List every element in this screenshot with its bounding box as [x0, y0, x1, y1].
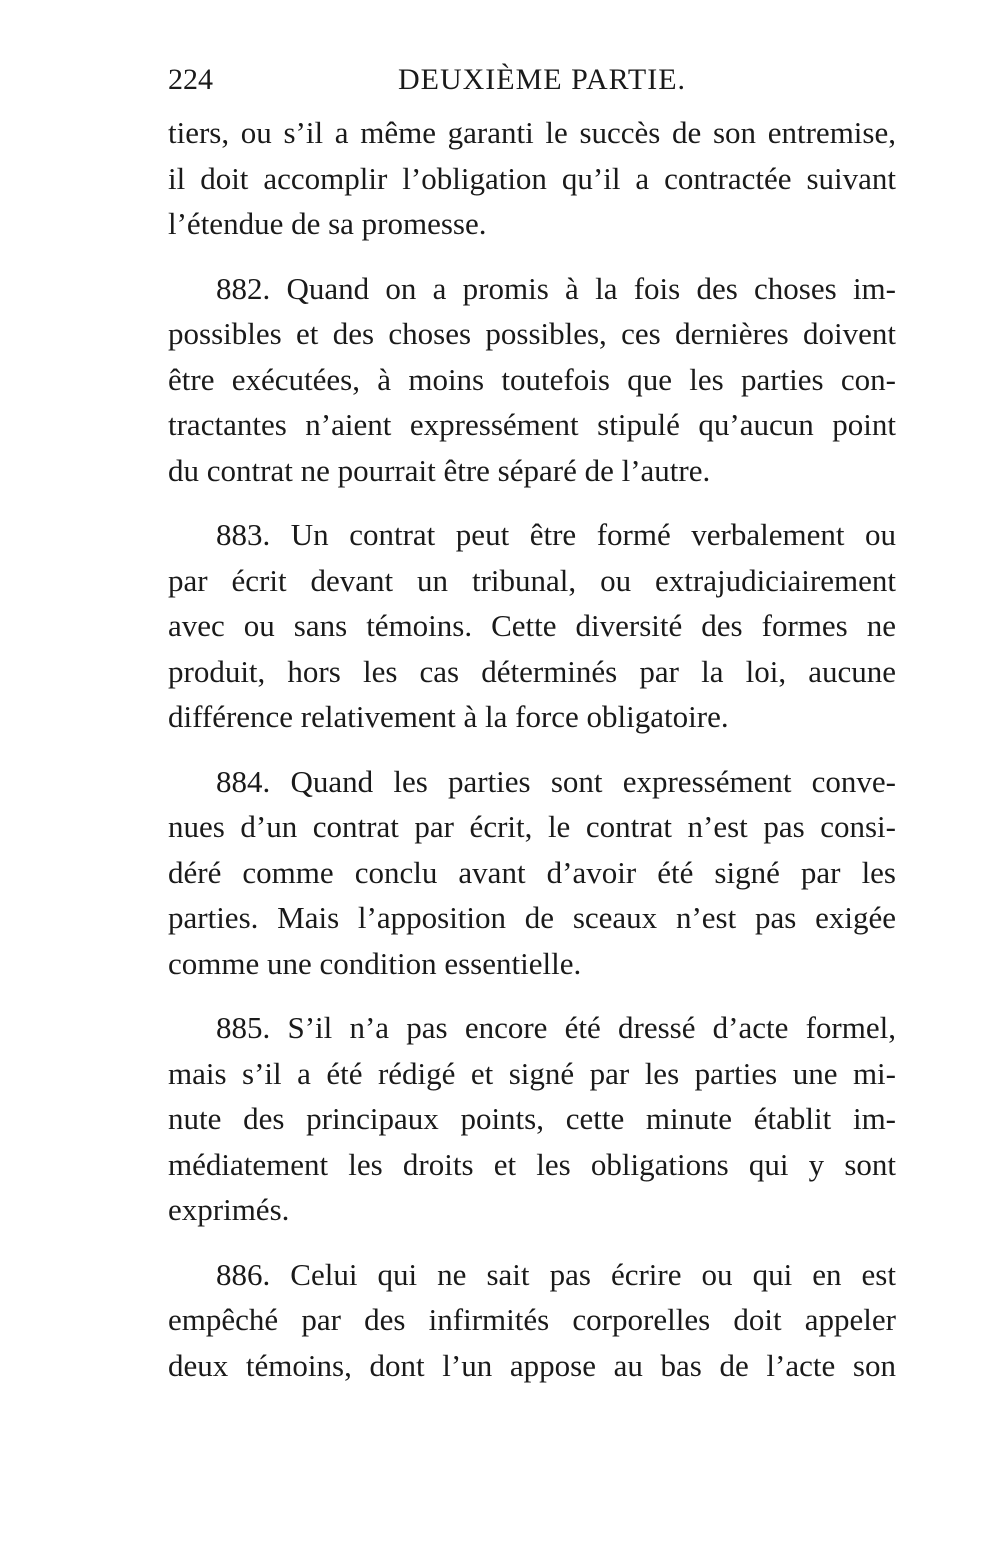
text-line: du contrat ne pourrait être séparé de l’autre. — [168, 452, 711, 488]
article-882 — [168, 266, 896, 494]
running-title: DEUXIÈME PARTIE. — [397, 63, 687, 96]
article-884 — [168, 759, 896, 987]
book-page — [168, 58, 896, 1388]
text-line: tiers, ou s’il a même garanti le succès de son entremise, — [168, 115, 896, 150]
text-line: parties. Mais l’apposition de sceaux n’est pas exigée — [168, 900, 896, 935]
text-line: comme une condition essentielle. — [168, 945, 582, 981]
page-number: 224 — [168, 63, 213, 96]
text-line: l’étendue de sa promesse. — [168, 206, 487, 241]
text-line: produit, hors les cas déterminés par la loi, aucune — [168, 653, 896, 689]
text-line: deux témoins, dont l’un appose au bas de l’acte son — [168, 1347, 896, 1383]
text-line: être exécutées, à moins toutefois que les parties con- — [168, 361, 896, 397]
text-line: tractantes n’aient expressément stipulé qu’aucun point — [168, 407, 896, 442]
paragraph-continuation — [168, 110, 896, 247]
text-line: empêché par des infirmités corporelles doit appeler — [168, 1302, 896, 1337]
text-line: différence relativement à la force obligatoire. — [168, 699, 729, 734]
text-line: mais s’il a été rédigé et signé par les parties une mi- — [168, 1055, 896, 1091]
text-line: médiatement les droits et les obligations qui y sont — [168, 1146, 896, 1182]
text-line: possibles et des choses possibles, ces dernières doivent — [168, 316, 896, 351]
text-line: 886. Celui qui ne sait pas écrire ou qui en est — [216, 1256, 896, 1292]
text-line: exprimés. — [168, 1192, 290, 1227]
text-line: avec ou sans témoins. Cette diversité des formes ne — [168, 608, 896, 643]
text-line: par écrit devant un tribunal, ou extrajudiciairement — [168, 562, 896, 598]
text-line: nues d’un contrat par écrit, le contrat n’est pas consi- — [168, 809, 896, 844]
article-886 — [168, 1252, 896, 1389]
text-line: nute des principaux points, cette minute établit im- — [168, 1101, 896, 1136]
article-885 — [168, 1005, 896, 1233]
text-line: déré comme conclu avant d’avoir été signé par les — [168, 854, 896, 890]
body-text — [168, 110, 896, 1388]
article-883 — [168, 512, 896, 740]
text-line: 885. S’il n’a pas encore été dressé d’acte formel, — [216, 1010, 896, 1045]
text-line: 884. Quand les parties sont expressément conve- — [216, 763, 896, 799]
running-head — [168, 58, 896, 102]
text-line: il doit accomplir l’obligation qu’il a contractée suivant — [168, 160, 896, 196]
text-line: 883. Un contrat peut être formé verbalement ou — [216, 517, 896, 552]
text-line: 882. Quand on a promis à la fois des choses im- — [216, 270, 896, 306]
